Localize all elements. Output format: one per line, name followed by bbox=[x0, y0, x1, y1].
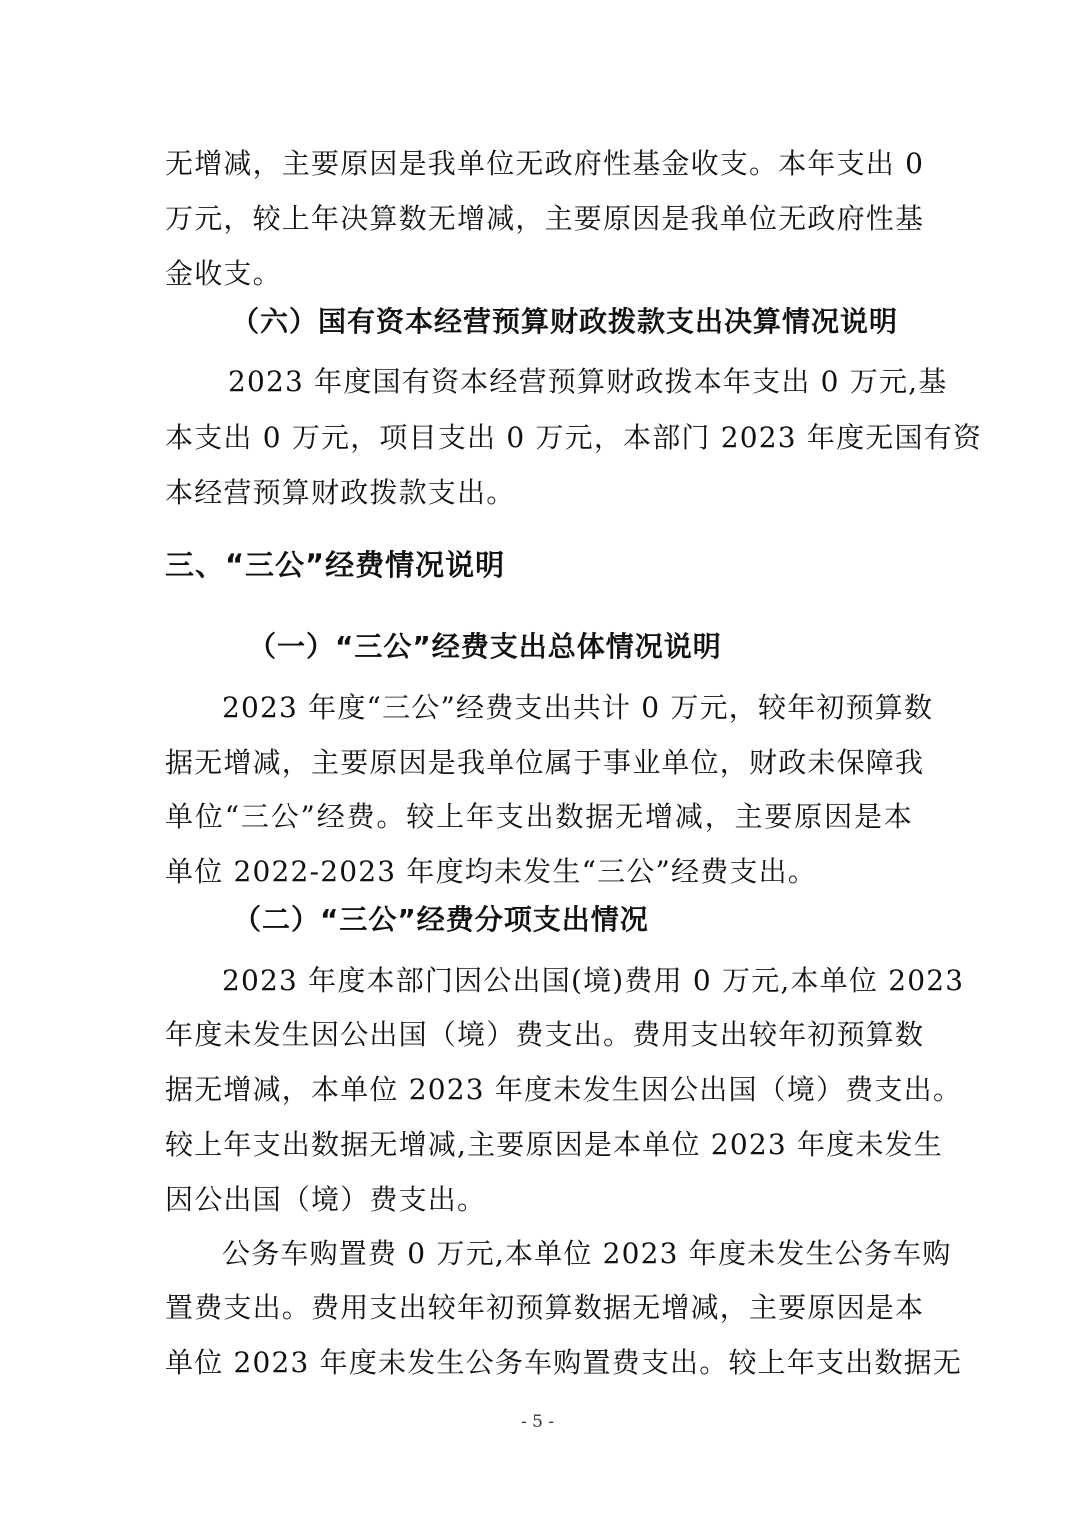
body-text-line: 2023 年度本部门因公出国(境)费用 0 万元,本单位 2023 bbox=[222, 964, 965, 997]
body-text-line: 年度未发生因公出国（境）费支出。费用支出较年初预算数 bbox=[165, 1018, 925, 1051]
body-text-line: 无增减，主要原因是我单位无政府性基金收支。本年支出 0 bbox=[165, 147, 925, 180]
body-text-line: 据无增减，本单位 2023 年度未发生因公出国（境）费支出。 bbox=[165, 1073, 963, 1106]
body-text-line: 单位 2022-2023 年度均未发生“三公”经费支出。 bbox=[165, 855, 818, 888]
body-text-line: 单位 2023 年度未发生公务车购置费支出。较上年支出数据无 bbox=[165, 1346, 963, 1379]
body-text-line: 单位“三公”经费。较上年支出数据无增减，主要原因是本 bbox=[165, 800, 913, 833]
body-text-line: 公务车购置费 0 万元,本单位 2023 年度未发生公务车购 bbox=[222, 1237, 952, 1270]
chapter-heading: 三、“三公”经费情况说明 bbox=[165, 548, 506, 582]
body-text-line: 置费支出。费用支出较年初预算数据无增减，主要原因是本 bbox=[165, 1291, 925, 1324]
section-heading-6: （六）国有资本经营预算财政拨款支出决算情况说明 bbox=[231, 305, 899, 338]
page-number: - 5 - bbox=[520, 1412, 555, 1432]
body-text-line: 金收支。 bbox=[165, 257, 282, 290]
body-text-line: 2023 年度国有资本经营预算财政拨本年支出 0 万元,基 bbox=[228, 365, 948, 398]
body-text-line: 2023 年度“三公”经费支出共计 0 万元，较年初预算数 bbox=[222, 691, 934, 724]
body-text-line: 万元，较上年决算数无增减，主要原因是我单位无政府性基 bbox=[165, 202, 925, 235]
body-text-line: 本经营预算财政拨款支出。 bbox=[165, 476, 516, 509]
body-text-line: 据无增减，主要原因是我单位属于事业单位，财政未保障我 bbox=[165, 746, 925, 779]
section-heading-1: （一）“三公”经费支出总体情况说明 bbox=[248, 630, 722, 663]
body-text-line: 本支出 0 万元，项目支出 0 万元，本部门 2023 年度无国有资 bbox=[165, 421, 983, 454]
body-text-line: 因公出国（境）费支出。 bbox=[165, 1183, 487, 1216]
section-heading-2: （二）“三公”经费分项支出情况 bbox=[233, 903, 649, 936]
body-text-line: 较上年支出数据无增减,主要原因是本单位 2023 年度未发生 bbox=[165, 1128, 943, 1161]
